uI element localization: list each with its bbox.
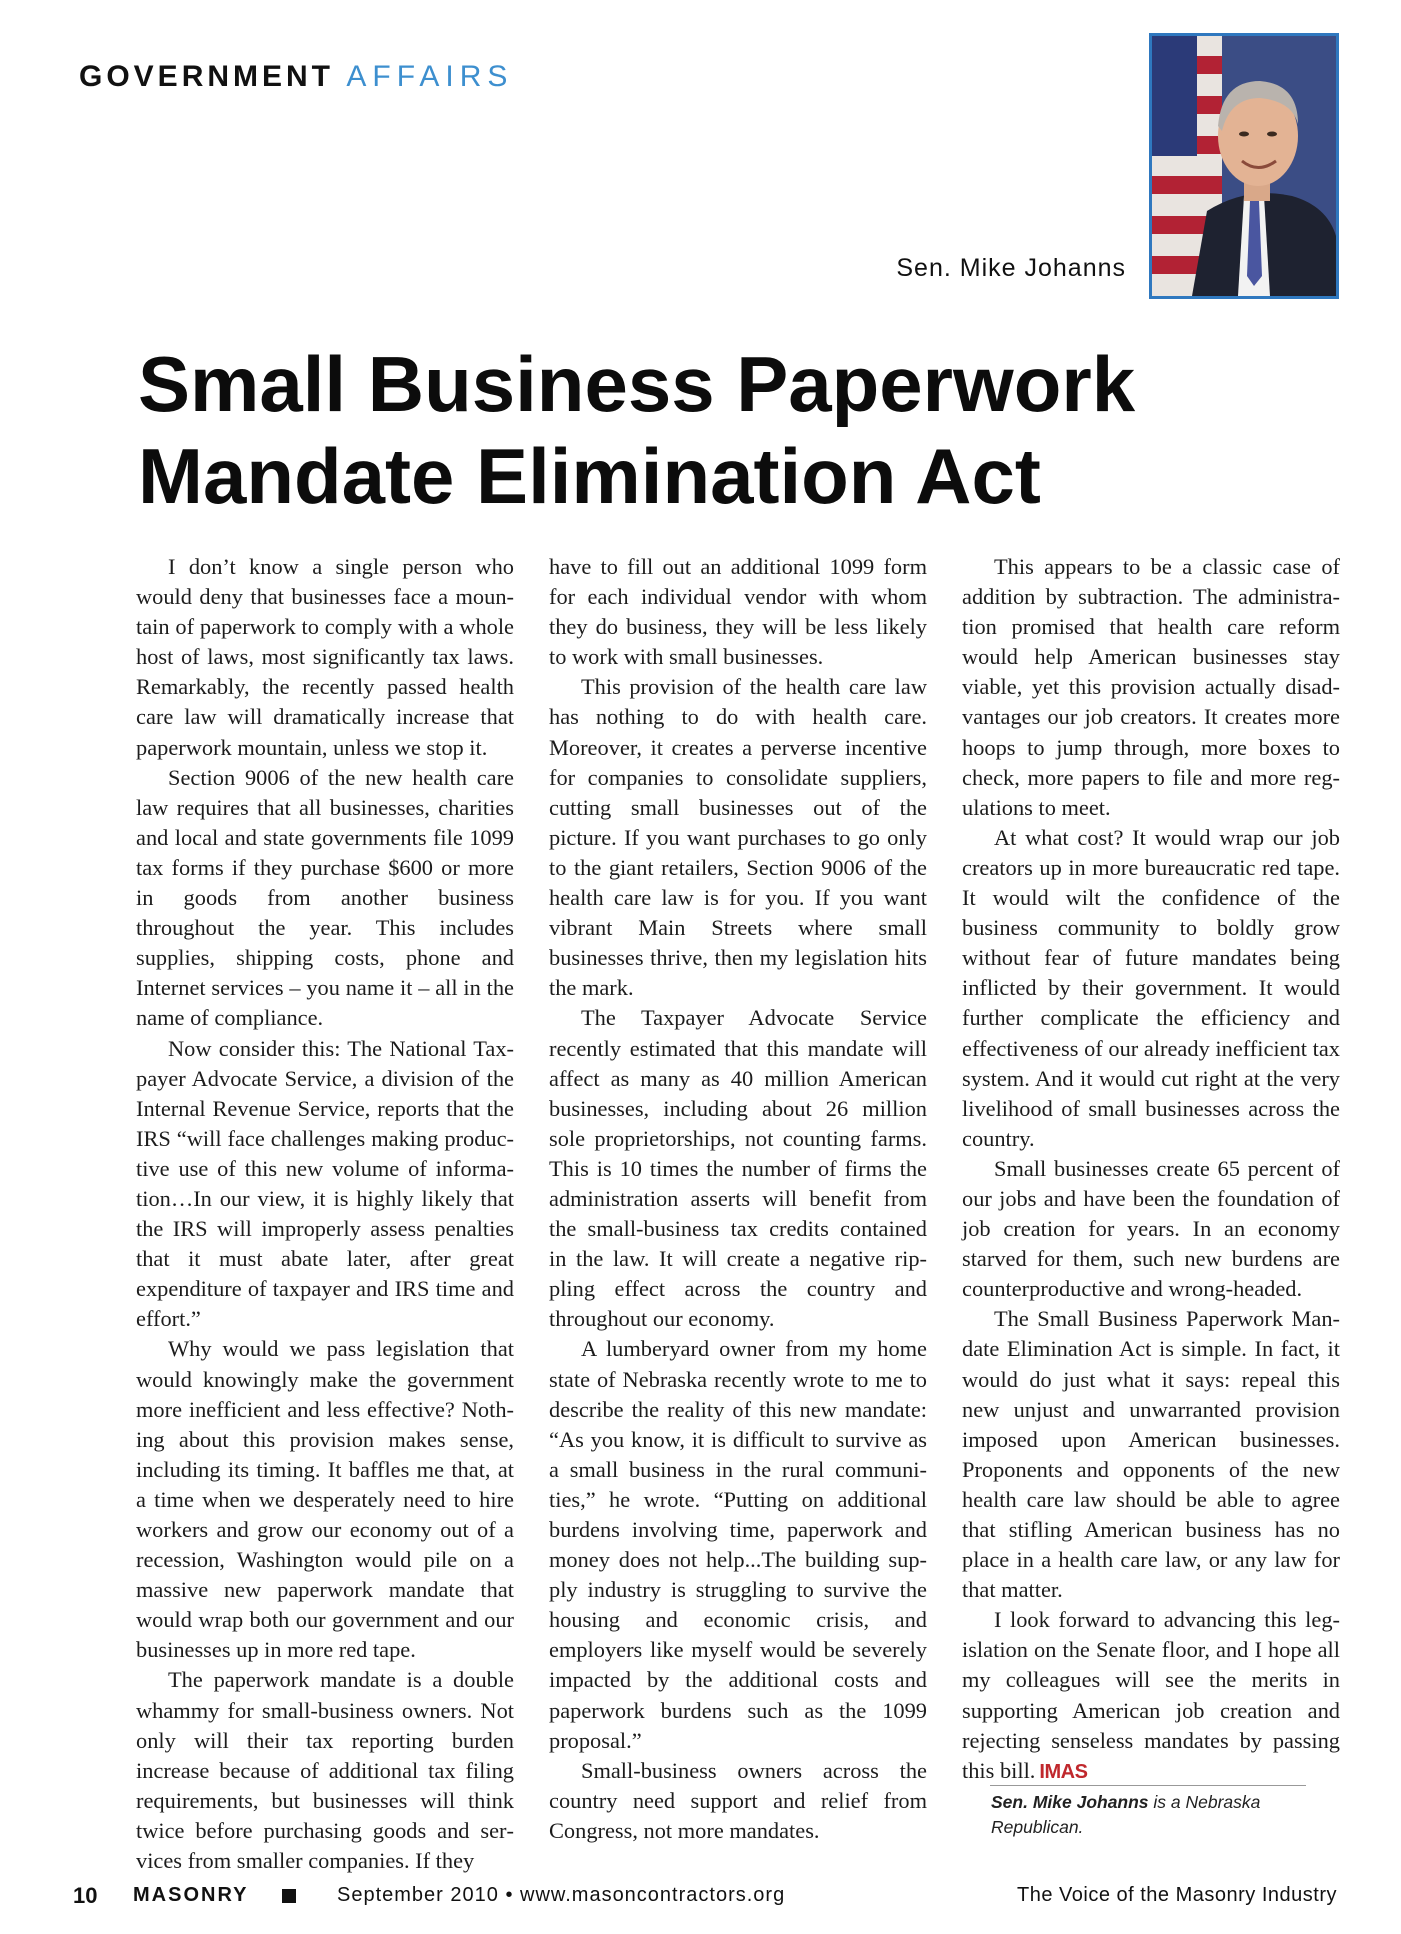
article-column-3 xyxy=(962,552,1340,1787)
paragraph: Why would we pass legislation that would knowingly make the government more inefficient and less effective? Nothing about this provision makes sense, including its timing. It baffles me that, at a time when we desperately need to hire workers and grow our economy out of a recession, Washington would pile on a massive new paperwork mandate that would wrap both our government and our businesses up in more red tape. xyxy=(136,1336,514,1663)
paragraph: have to fill out an additional 1099 form for each individual vendor with whom they do business, they will be less likely to work with small businesses. xyxy=(549,554,927,670)
bio-name: Sen. Mike Johanns xyxy=(991,1792,1149,1812)
byline: Sen. Mike Johanns xyxy=(896,254,1126,282)
bio-text: is a Nebraska Republican. xyxy=(991,1792,1261,1837)
magazine-tagline: The Voice of the Masonry Industry xyxy=(1017,1884,1337,1906)
paragraph: Section 9006 of the new health care law requires that all businesses, charities and local and state governments file 1099 tax forms if they purchase $600 or more in goods from another business throughout the year. This includes supplies, shipping costs, phone and Internet services – you name it – all in the name of compliance. xyxy=(136,764,514,1031)
paragraph: The Small Business Paperwork Mandate Elimination Act is simple. In fact, it would do just what it says: repeal this new unjust and unwarranted provision imposed upon American businesses. Proponents and opponents of the new health care law should be able to agree that stifling American business has no place in a health care law, or any law for that matter. xyxy=(962,1306,1340,1603)
bio-divider xyxy=(990,1785,1306,1786)
paragraph: A lumberyard owner from my home state of Nebraska recently wrote to me to describe the reality of this new mandate: “As you know, it is difficult to survive as a small business in the rural communities,” he wrote. “Putting on additional burdens involving time, paperwork and money does not help...The building supply industry is struggling to survive the housing and economic crisis, and employers like myself would be severely impacted by the additional costs and paperwork burdens such as the 1099 proposal.” xyxy=(549,1336,927,1753)
author-portrait xyxy=(1149,33,1339,299)
magazine-name: MASONRY xyxy=(133,1884,249,1906)
paragraph: Small-business owners across the country need support and relief from Congress, not more mandates. xyxy=(549,1757,927,1843)
paragraph: At what cost? It would wrap our job creators up in more bureaucratic red tape. It would wilt the confidence of the business community to boldly grow without fear of future mandates being inflicted by their government. It would further complicate the efficiency and effectiveness of our already inefficient tax system. And it would cut right at the very livelihood of small businesses across the country. xyxy=(962,824,1340,1151)
issue-date-url: September 2010 • www.masoncontractors.org xyxy=(337,1884,786,1906)
paragraph: Small businesses create 65 percent of our jobs and have been the foundation of job creation for years. In an economy starved for them, such new burdens are counterproductive and wrong-headed. xyxy=(962,1155,1340,1302)
paragraph: This provision of the health care law has nothing to do with health care. Moreover, it creates a perverse incentive for companies to consolidate suppliers, cutting small businesses out of the picture. If you want purchases to go only to the giant retailers, Section 9006 of the health care law is for you. If you want vibrant Main Streets where small businesses thrive, then my legislation hits the mark. xyxy=(549,674,927,1001)
paragraph: I don’t know a single person who would deny that businesses face a mountain of paperwork to comply with a whole host of laws, most significantly tax laws. Remarkably, the recently passed health care law will dramatically increase that paperwork mountain, unless we stop it. xyxy=(136,554,514,760)
paragraph: The Taxpayer Advocate Service recently estimated that this mandate will affect as many as 40 million American businesses, including about 26 million sole proprietorships, not counting farms. This is 10 times the number of firms the administration asserts will benefit from the small-business tax credits contained in the law. It will create a negative rippling effect across the country and throughout our economy. xyxy=(549,1005,927,1332)
headline-line-1: Small Business Paperwork xyxy=(138,340,1136,428)
page-footer xyxy=(0,1881,1401,1913)
headline-line-2: Mandate Elimination Act xyxy=(138,432,1041,520)
article-column-2 xyxy=(549,552,927,1846)
article-column-1 xyxy=(136,552,514,1876)
paragraph-final xyxy=(962,1605,1340,1787)
section-primary: GOVERNMENT xyxy=(79,60,335,93)
author-bio xyxy=(991,1790,1311,1840)
square-bullet-icon xyxy=(282,1889,296,1903)
paragraph: The paperwork mandate is a double whammy for small-business owners. Not only will their tax reporting burden increase because of additional tax filing requirements, but businesses will think twice before purchasing goods and services from smaller companies. If they xyxy=(136,1667,514,1874)
page-number: 10 xyxy=(73,1883,98,1908)
section-tag xyxy=(79,60,513,94)
paragraph: This appears to be a classic case of addition by subtraction. The administration promised that health care reform would help American businesses stay viable, yet this provision actually disadvantages our job creators. It creates more hoops to jump through, more boxes to check, more papers to file and more regulations to meet. xyxy=(962,554,1340,820)
final-paragraph-text: I look forward to advancing this legislation on the Senate floor, and I hope all my colleagues will see the merits in supporting American job creation and rejecting senseless mandates by passing this bill. xyxy=(962,1607,1340,1783)
section-accent: AFFAIRS xyxy=(346,60,514,93)
headline xyxy=(138,338,1288,522)
end-mark: IMAS xyxy=(1039,1760,1088,1783)
paragraph: Now consider this: The National Taxpayer Advocate Service, a division of the Internal Revenue Service, reports that the IRS “will face challenges making productive use of this new volume of information…In our view, it is highly likely that the IRS will improperly assess penalties that it must abate later, after great expenditure of taxpayer and IRS time and effort.” xyxy=(136,1035,514,1332)
